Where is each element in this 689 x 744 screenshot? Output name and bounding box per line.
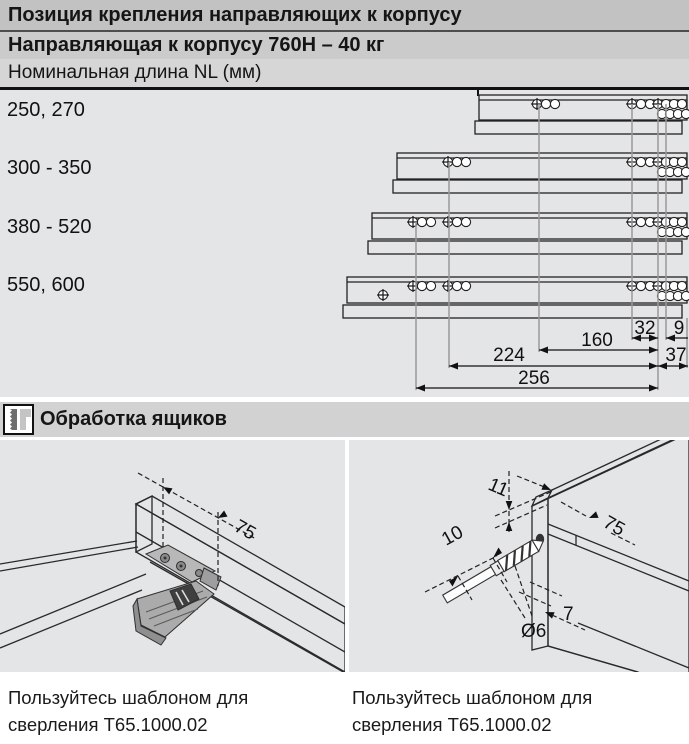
caption-right (352, 684, 682, 738)
caption-line: сверления T65.1000.02 (8, 714, 208, 735)
svg-text:75: 75 (230, 516, 260, 545)
caption-line: Пользуйтесь шаблоном для (8, 687, 249, 708)
page-subtitle: Направляющая к корпусу 760H – 40 кг (0, 32, 689, 59)
drawer-corner-figure (0, 440, 345, 672)
svg-text:Ø6: Ø6 (521, 621, 547, 642)
section-header (0, 402, 689, 437)
row-label-3: 380 - 520 (7, 216, 92, 238)
svg-text:37: 37 (665, 345, 687, 366)
row-label-1: 250, 270 (7, 99, 85, 121)
rail-row-4 (343, 277, 689, 318)
machining-icon (3, 404, 34, 435)
drawer-corner-svg (0, 440, 345, 672)
dimension-9 (666, 318, 688, 342)
svg-text:7: 7 (563, 604, 574, 625)
reference-lines (416, 104, 687, 390)
section-title: Обработка ящиков (40, 408, 227, 430)
caption-line: сверления T65.1000.02 (352, 714, 552, 735)
rail-row-2 (393, 153, 689, 193)
svg-text:224: 224 (493, 345, 525, 366)
svg-text:75: 75 (599, 512, 629, 541)
caption-line: Пользуйтесь шаблоном для (352, 687, 593, 708)
caption-left (8, 684, 338, 738)
row-label-2: 300 - 350 (7, 157, 92, 179)
machining-icon-art (5, 406, 32, 433)
drilling-figure (349, 440, 689, 672)
rail-holes (442, 156, 689, 177)
column-header: Номинальная длина NL (мм) (0, 59, 689, 87)
drilling-svg (349, 440, 689, 672)
rail-holes (377, 280, 689, 301)
rails-svg (0, 90, 689, 397)
dimension-37 (658, 345, 688, 370)
svg-text:10: 10 (438, 521, 467, 551)
rail-row-1 (475, 95, 689, 134)
dimension-32 (632, 318, 658, 342)
workpiece-icon (20, 409, 31, 430)
cutter-icon (10, 409, 17, 430)
svg-text:11: 11 (485, 474, 512, 502)
svg-text:160: 160 (581, 330, 613, 351)
dimension-256 (416, 368, 658, 392)
page-title: Позиция крепления направляющих к корпусу (0, 0, 689, 30)
dimension-224 (449, 345, 658, 370)
svg-text:256: 256 (518, 368, 550, 389)
svg-text:9: 9 (673, 318, 685, 339)
row-label-4: 550, 600 (7, 274, 85, 296)
svg-text:32: 32 (634, 318, 656, 339)
rail-position-diagram (0, 90, 689, 397)
